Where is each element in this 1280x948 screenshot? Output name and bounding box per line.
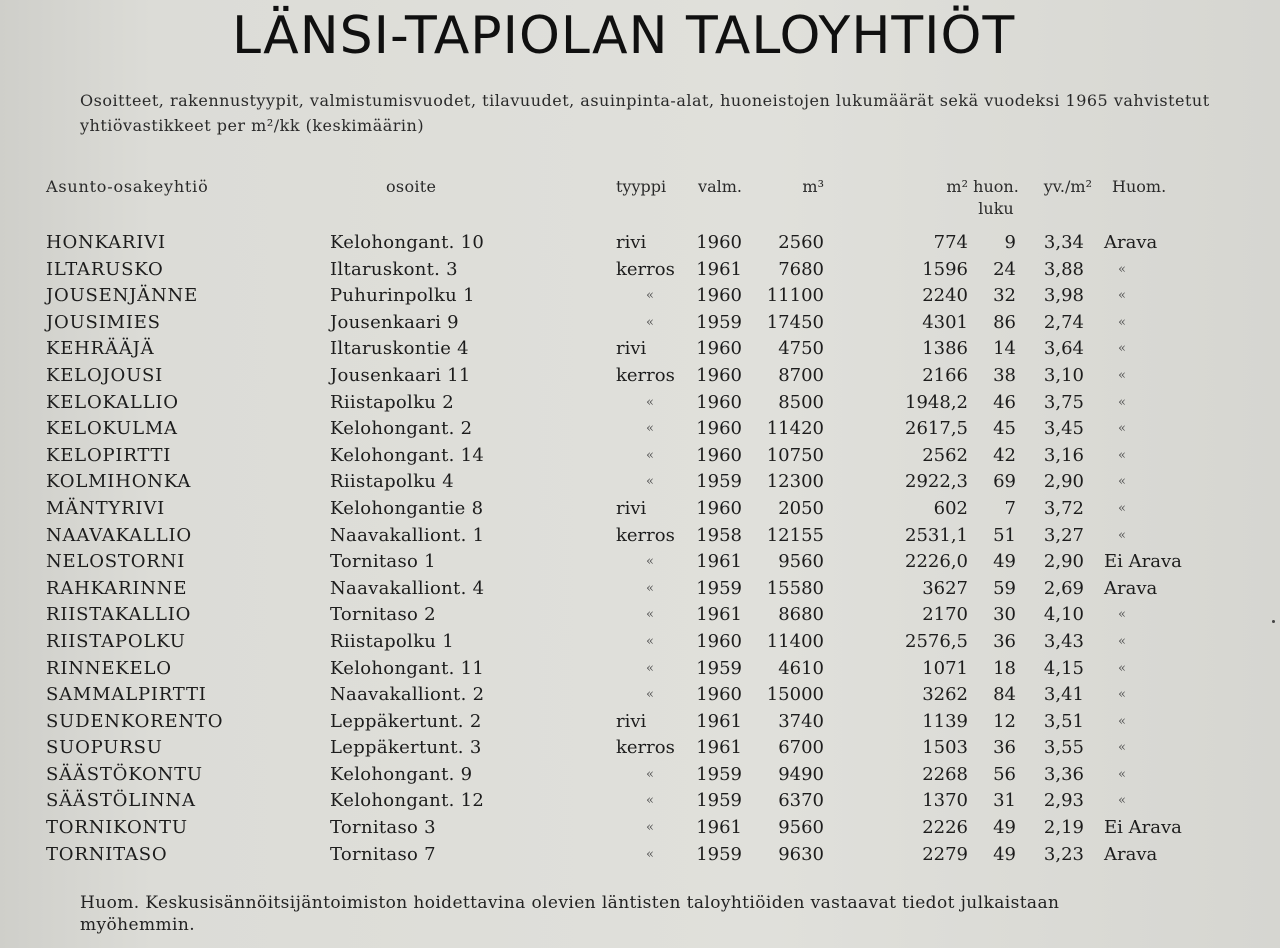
cell-volume: 11100 (766, 285, 824, 307)
cell-type: kerros (616, 364, 675, 386)
table-row (46, 257, 1222, 284)
cell-area: 2226,0 (905, 551, 968, 573)
cell-year: 1959 (696, 657, 742, 679)
cell-fee: 3,98 (1043, 285, 1084, 307)
cell-area: 1370 (922, 790, 968, 812)
cell-volume: 6700 (778, 737, 824, 759)
cell-area: 2240 (922, 285, 968, 307)
cell-fee: 2,90 (1043, 551, 1084, 573)
table-row (46, 523, 1222, 550)
cell-rooms: 49 (993, 817, 1016, 839)
cell-address: Kelohongant. 2 (330, 418, 473, 440)
cell-rooms: 14 (993, 338, 1016, 360)
print-speck (1272, 620, 1275, 623)
cell-note: « (1118, 341, 1126, 357)
cell-year: 1960 (696, 391, 742, 413)
cell-area: 1948,2 (905, 391, 968, 413)
cell-fee: 3,41 (1043, 684, 1084, 706)
cell-name: SUDENKORENTO (46, 710, 224, 732)
cell-name: RIISTAPOLKU (46, 630, 186, 652)
cell-volume: 11420 (766, 418, 824, 440)
cell-area: 2166 (922, 364, 968, 386)
cell-name: NAAVAKALLIO (46, 524, 192, 546)
cell-volume: 2050 (778, 497, 824, 519)
cell-address: Naavakalliont. 1 (330, 524, 485, 546)
cell-area: 4301 (922, 311, 968, 333)
cell-type: « (646, 633, 654, 649)
cell-type: « (646, 766, 654, 782)
cell-note: « (1118, 500, 1126, 516)
cell-rooms: 69 (993, 471, 1016, 493)
table-row (46, 602, 1222, 629)
cell-volume: 12155 (766, 524, 824, 546)
cell-year: 1960 (696, 364, 742, 386)
cell-volume: 9490 (778, 763, 824, 785)
cell-area: 1596 (922, 258, 968, 280)
table-row (46, 842, 1222, 869)
cell-year: 1958 (696, 524, 742, 546)
cell-note: Arava (1104, 577, 1158, 599)
col-header-area: m² (946, 177, 968, 196)
table-row (46, 390, 1222, 417)
cell-address: Jousenkaari 9 (330, 311, 459, 333)
cell-fee: 3,36 (1043, 763, 1084, 785)
cell-type: « (646, 687, 654, 703)
housing-table (46, 230, 1222, 868)
cell-note: « (1118, 421, 1126, 437)
cell-area: 2279 (922, 843, 968, 865)
table-row (46, 629, 1222, 656)
cell-type: « (646, 660, 654, 676)
cell-area: 1503 (922, 737, 968, 759)
col-header-year: valm. (698, 177, 742, 196)
cell-fee: 3,27 (1043, 524, 1084, 546)
cell-volume: 17450 (766, 311, 824, 333)
table-row (46, 576, 1222, 603)
cell-year: 1960 (696, 630, 742, 652)
cell-area: 3627 (922, 577, 968, 599)
cell-year: 1961 (696, 258, 742, 280)
cell-note: « (1118, 713, 1126, 729)
cell-area: 2170 (922, 604, 968, 626)
cell-note: « (1118, 660, 1126, 676)
cell-address: Iltaruskont. 3 (330, 258, 458, 280)
cell-volume: 6370 (778, 790, 824, 812)
cell-rooms: 9 (1004, 232, 1016, 253)
cell-name: JOUSIMIES (46, 311, 161, 333)
cell-type: « (646, 474, 654, 490)
col-header-volume: m³ (802, 177, 824, 196)
cell-address: Kelohongantie 8 (330, 497, 484, 519)
cell-year: 1960 (696, 418, 742, 440)
cell-note: « (1118, 527, 1126, 543)
table-row (46, 788, 1222, 815)
cell-fee: 3,16 (1043, 444, 1084, 466)
cell-volume: 8700 (778, 364, 824, 386)
cell-rooms: 38 (993, 364, 1016, 386)
cell-rooms: 7 (1004, 497, 1016, 519)
cell-note: « (1118, 261, 1126, 277)
cell-type: kerros (616, 524, 675, 546)
cell-volume: 10750 (766, 444, 824, 466)
cell-address: Riistapolku 2 (330, 391, 454, 413)
table-row (46, 549, 1222, 576)
cell-rooms: 32 (993, 285, 1016, 307)
cell-year: 1959 (696, 577, 742, 599)
cell-note: Ei Arava (1104, 551, 1182, 573)
cell-fee: 3,72 (1043, 497, 1084, 519)
cell-name: TORNIKONTU (46, 817, 188, 839)
cell-fee: 3,34 (1043, 232, 1084, 253)
col-header-address: osoite (386, 177, 437, 196)
table-row (46, 336, 1222, 363)
cell-note: « (1118, 394, 1126, 410)
cell-fee: 3,64 (1043, 338, 1084, 360)
cell-note: « (1118, 314, 1126, 330)
cell-type: « (646, 314, 654, 330)
cell-volume: 15000 (766, 684, 824, 706)
cell-name: HONKARIVI (46, 232, 166, 253)
table-row (46, 656, 1222, 683)
cell-area: 2576,5 (905, 630, 968, 652)
cell-rooms: 30 (993, 604, 1016, 626)
cell-fee: 3,10 (1043, 364, 1084, 386)
cell-area: 2922,3 (905, 471, 968, 493)
cell-name: KELOKULMA (46, 418, 178, 440)
cell-fee: 4,10 (1043, 604, 1084, 626)
cell-type: « (646, 447, 654, 463)
cell-address: Kelohongant. 12 (330, 790, 485, 812)
cell-name: RINNEKELO (46, 657, 172, 679)
cell-rooms: 51 (993, 524, 1016, 546)
col-header-rooms: huon. luku (973, 177, 1019, 218)
cell-name: KEHRÄÄJÄ (46, 338, 155, 360)
cell-note: « (1118, 793, 1126, 809)
cell-type: « (646, 580, 654, 596)
cell-fee: 3,43 (1043, 630, 1084, 652)
cell-area: 2226 (922, 817, 968, 839)
cell-name: KELOJOUSI (46, 364, 164, 386)
cell-name: RIISTAKALLIO (46, 604, 192, 626)
table-row (46, 443, 1222, 470)
cell-year: 1961 (696, 817, 742, 839)
cell-note: « (1118, 447, 1126, 463)
cell-type: « (646, 846, 654, 862)
cell-address: Riistapolku 1 (330, 630, 454, 652)
cell-year: 1961 (696, 551, 742, 573)
cell-note: « (1118, 633, 1126, 649)
table-row (46, 416, 1222, 443)
cell-volume: 9630 (778, 843, 824, 865)
cell-fee: 4,15 (1043, 657, 1084, 679)
cell-name: SÄÄSTÖLINNA (46, 790, 196, 812)
cell-fee: 2,69 (1043, 577, 1084, 599)
cell-type: « (646, 820, 654, 836)
cell-rooms: 12 (993, 710, 1016, 732)
cell-note: « (1118, 766, 1126, 782)
cell-area: 1071 (922, 657, 968, 679)
footnote: Huom. Keskusisännöitsijäntoimiston hoidettavina olevien läntisten taloyhtiöiden vastaavat tiedot julkaistaan myöhemmin. (80, 893, 1060, 935)
cell-address: Kelohongant. 9 (330, 763, 473, 785)
cell-name: ILTARUSKO (46, 258, 164, 280)
cell-rooms: 42 (993, 444, 1016, 466)
table-row (46, 310, 1222, 337)
cell-volume: 11400 (766, 630, 824, 652)
cell-type: « (646, 793, 654, 809)
cell-volume: 7680 (778, 258, 824, 280)
cell-year: 1961 (696, 604, 742, 626)
cell-name: TORNITASO (46, 843, 168, 865)
cell-name: KELOKALLIO (46, 391, 179, 413)
table-row (46, 815, 1222, 842)
cell-rooms: 36 (993, 737, 1016, 759)
table-row (46, 469, 1222, 496)
cell-volume: 9560 (778, 817, 824, 839)
cell-address: Kelohongant. 14 (330, 444, 485, 466)
cell-type: « (646, 288, 654, 304)
table-row (46, 496, 1222, 523)
cell-rooms: 46 (993, 391, 1016, 413)
cell-address: Leppäkertunt. 3 (330, 737, 482, 759)
cell-fee: 3,45 (1043, 418, 1084, 440)
cell-name: RAHKARINNE (46, 577, 188, 599)
cell-area: 2268 (922, 763, 968, 785)
cell-fee: 2,74 (1043, 311, 1084, 333)
cell-fee: 2,19 (1043, 817, 1084, 839)
page-subtitle: Osoitteet, rakennustyypit, valmistumisvuodet, tilavuudet, asuinpinta-alat, huoneistojen lukumäärät sekä vuodeksi 1965 vahvistetut yhtiövastikkeet per m²/kk (keskimäärin) (80, 91, 1210, 135)
cell-rooms: 45 (993, 418, 1016, 440)
cell-fee: 3,88 (1043, 258, 1084, 280)
cell-name: KOLMIHONKA (46, 471, 192, 493)
cell-address: Naavakalliont. 4 (330, 577, 485, 599)
cell-fee: 3,55 (1043, 737, 1084, 759)
cell-note: « (1118, 367, 1126, 383)
cell-name: KELOPIRTTI (46, 444, 172, 466)
cell-type: « (646, 554, 654, 570)
table-header (46, 176, 1230, 220)
cell-year: 1960 (696, 684, 742, 706)
cell-note: « (1118, 474, 1126, 490)
cell-volume: 12300 (766, 471, 824, 493)
cell-year: 1960 (696, 497, 742, 519)
cell-rooms: 56 (993, 763, 1016, 785)
cell-rooms: 18 (993, 657, 1016, 679)
cell-type: « (646, 421, 654, 437)
cell-volume: 9560 (778, 551, 824, 573)
cell-year: 1960 (696, 285, 742, 307)
table-row (46, 709, 1222, 736)
cell-volume: 8680 (778, 604, 824, 626)
cell-volume: 2560 (778, 232, 824, 253)
table-body (46, 230, 1222, 868)
cell-fee: 3,75 (1043, 391, 1084, 413)
cell-fee: 2,93 (1043, 790, 1084, 812)
cell-year: 1961 (696, 737, 742, 759)
col-header-name: Asunto-osakeyhtiö (46, 177, 209, 196)
table-row (46, 283, 1222, 310)
cell-address: Naavakalliont. 2 (330, 684, 485, 706)
cell-year: 1959 (696, 311, 742, 333)
cell-name: JOUSENJÄNNE (46, 285, 199, 307)
col-header-fee: yv./m² (1043, 177, 1092, 196)
cell-type: rivi (616, 338, 647, 360)
cell-address: Tornitaso 7 (330, 843, 436, 865)
facing-page-bleed (1080, 18, 1280, 78)
cell-area: 602 (933, 497, 968, 519)
cell-year: 1961 (696, 710, 742, 732)
cell-name: SAMMALPIRTTI (46, 684, 207, 706)
cell-rooms: 36 (993, 630, 1016, 652)
cell-note: « (1118, 740, 1126, 756)
cell-volume: 3740 (778, 710, 824, 732)
table-row (46, 682, 1222, 709)
cell-area: 2562 (922, 444, 968, 466)
cell-year: 1959 (696, 471, 742, 493)
cell-area: 2617,5 (905, 418, 968, 440)
cell-year: 1959 (696, 790, 742, 812)
cell-year: 1959 (696, 763, 742, 785)
cell-note: Ei Arava (1104, 817, 1182, 839)
cell-address: Iltaruskontie 4 (330, 338, 469, 360)
table-row (46, 363, 1222, 390)
cell-rooms: 24 (993, 258, 1016, 280)
cell-type: kerros (616, 258, 675, 280)
cell-area: 3262 (922, 684, 968, 706)
cell-rooms: 84 (993, 684, 1016, 706)
cell-year: 1960 (696, 338, 742, 360)
cell-address: Puhurinpolku 1 (330, 285, 475, 307)
cell-name: SUOPURSU (46, 737, 163, 759)
cell-volume: 15580 (766, 577, 824, 599)
col-header-type: tyyppi (616, 177, 667, 196)
cell-volume: 4750 (778, 338, 824, 360)
cell-rooms: 31 (993, 790, 1016, 812)
table-row (46, 230, 1222, 257)
cell-type: « (646, 607, 654, 623)
cell-note: « (1118, 607, 1126, 623)
cell-year: 1959 (696, 843, 742, 865)
cell-rooms: 49 (993, 551, 1016, 573)
cell-address: Jousenkaari 11 (330, 364, 471, 386)
cell-type: rivi (616, 710, 647, 732)
cell-name: NELOSTORNI (46, 551, 186, 573)
cell-note: Arava (1104, 843, 1158, 865)
cell-volume: 4610 (778, 657, 824, 679)
cell-address: Kelohongant. 10 (330, 232, 485, 253)
cell-area: 1139 (922, 710, 968, 732)
cell-address: Kelohongant. 11 (330, 657, 485, 679)
cell-name: MÄNTYRIVI (46, 497, 166, 519)
cell-name: SÄÄSTÖKONTU (46, 763, 203, 785)
cell-type: rivi (616, 497, 647, 519)
cell-area: 1386 (922, 338, 968, 360)
cell-address: Riistapolku 4 (330, 471, 454, 493)
cell-year: 1960 (696, 444, 742, 466)
cell-rooms: 49 (993, 843, 1016, 865)
table-row (46, 735, 1222, 762)
cell-volume: 8500 (778, 391, 824, 413)
cell-address: Tornitaso 2 (330, 604, 436, 626)
cell-rooms: 86 (993, 311, 1016, 333)
cell-address: Tornitaso 1 (330, 551, 436, 573)
cell-address: Tornitaso 3 (330, 817, 436, 839)
cell-note: « (1118, 288, 1126, 304)
cell-type: « (646, 394, 654, 410)
page-title: LÄNSI-TAPIOLAN TALOYHTIÖT (232, 6, 1016, 66)
cell-note: Arava (1104, 232, 1158, 253)
cell-type: kerros (616, 737, 675, 759)
cell-area: 2531,1 (905, 524, 968, 546)
cell-fee: 3,51 (1043, 710, 1084, 732)
cell-rooms: 59 (993, 577, 1016, 599)
cell-address: Leppäkertunt. 2 (330, 710, 482, 732)
cell-note: « (1118, 687, 1126, 703)
cell-type: rivi (616, 232, 647, 253)
cell-fee: 3,23 (1043, 843, 1084, 865)
cell-fee: 2,90 (1043, 471, 1084, 493)
cell-area: 774 (933, 232, 968, 253)
cell-year: 1960 (696, 232, 742, 253)
col-header-note: Huom. (1112, 177, 1167, 196)
table-row (46, 762, 1222, 789)
